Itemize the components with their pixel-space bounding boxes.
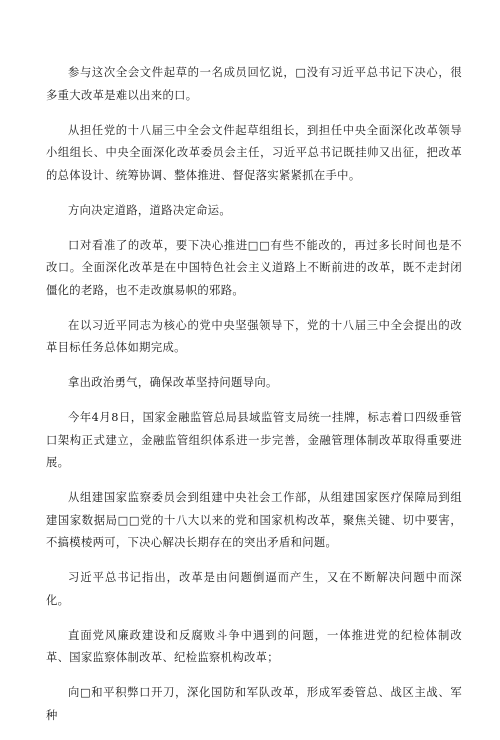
paragraph-11: 向□和平积弊口开刀，深化国防和军队改革，形成军委管总、战区主战、军种 <box>46 686 462 722</box>
paragraph-1: 参与这次全会文件起草的一名成员回忆说，□没有习近平总书记下决心，很多重大改革是难以出来的口。 <box>46 66 462 102</box>
document-body <box>46 62 462 740</box>
paragraph-8: 从组建国家监察委员会到组建中央社会工作部，从组建国家医疗保障局到组建国家数据局□□党的十八大以来的党和国家机构改革，聚焦关键、切中要害，不搞模棱两可，下决心解决长期存在的突出矛盾和问题。 <box>46 491 462 549</box>
paragraph-9: 习近平总书记指出，改革是由问题倒逼而产生，又在不断解决问题中而深化。 <box>46 571 462 607</box>
paragraph-4: 口对看准了的改革，要下决心推进□□有些不能改的，再过多长时间也是不改口。全面深化改革是在中国特色社会主义道路上不断前进的改革，既不走封闭僵化的老路，也不走改旗易帜的邪路。 <box>46 238 462 297</box>
paragraph-5: 在以习近平同志为核心的党中央坚强领导下，党的十八届三中全会提出的改革目标任务总体如期完成。 <box>46 318 462 354</box>
paragraph-6: 拿出政治勇气，确保改革坚持问题导向。 <box>68 376 278 389</box>
paragraph-10: 直面党风廉政建设和反腐败斗争中遇到的问题，一体推进党的纪检体制改革、国家监察体制改革、纪检监察机构改革； <box>46 628 462 664</box>
paragraph-7: 今年4月8日，国家金融监管总局县域监管支局统一挂牌，标志着口四级垂管口架构正式建立，金融监管组织体系进一步完善，金融管理体制改革取得重要进展。 <box>46 411 462 469</box>
paragraph-3: 方向决定道路，道路决定命运。 <box>68 203 232 217</box>
paragraph-2: 从担任党的十八届三中全会文件起草组组长，到担任中央全面深化改革领导小组组长、中央全面深化改革委员会主任，习近平总书记既挂帅又出征，把改革的总体设计、统筹协调、整体推进、督促落实紧紧抓在手中。 <box>46 123 462 182</box>
